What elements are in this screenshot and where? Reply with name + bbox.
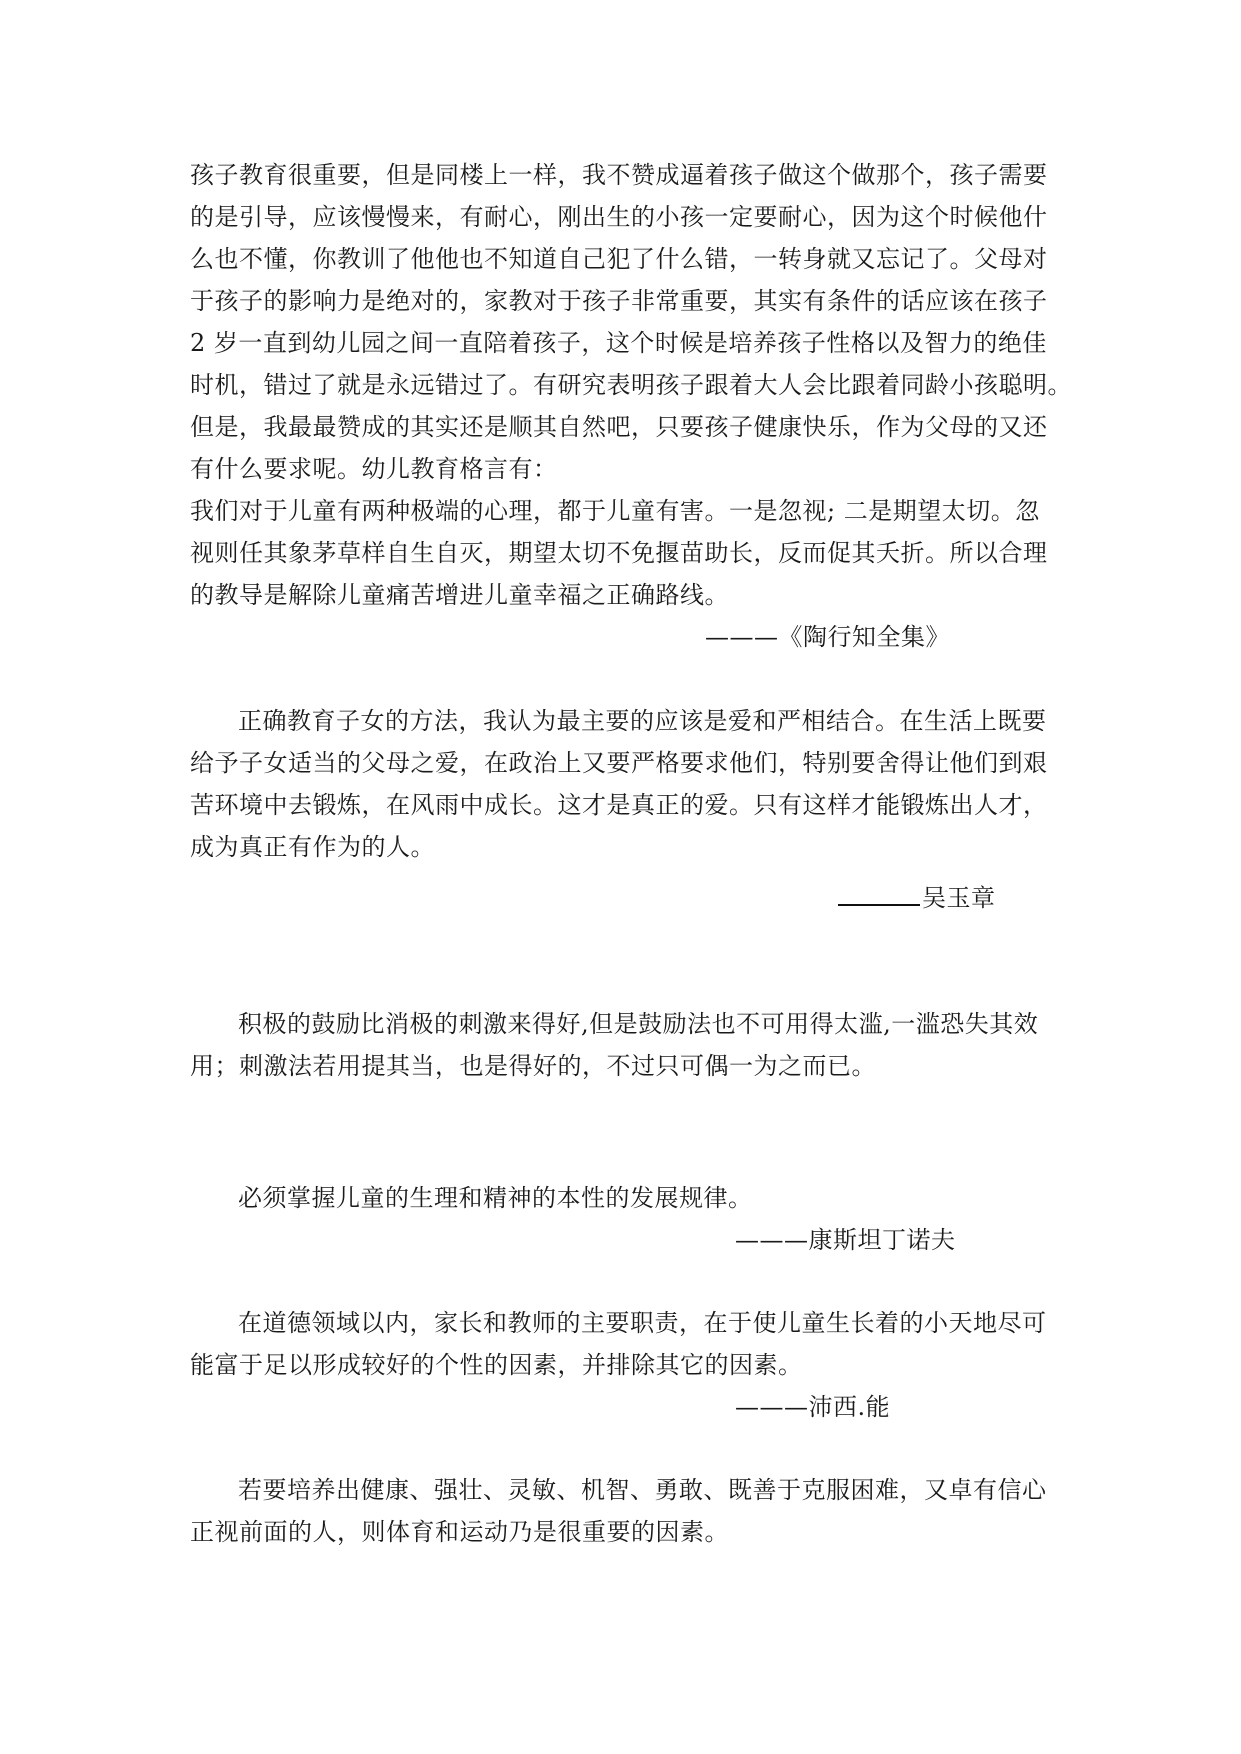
text-line: 积极的鼓励比消极的刺激来得好,但是鼓励法也不可用得太滥,一滥恐失其效 — [238, 1010, 1039, 1038]
quote-line: 的教导是解除儿童痛苦增进儿童幸福之正确路线。 — [190, 581, 729, 609]
text-line: 用；刺激法若用提其当，也是得好的，不过只可偶一为之而已。 — [190, 1052, 876, 1080]
quote-source: ———康斯坦丁诺夫 — [735, 1226, 956, 1254]
text-line: 给予子女适当的父母之爱，在政治上又要严格要求他们，特别要舍得让他们到艰 — [190, 749, 1048, 777]
text-line: 孩子教育很重要，但是同楼上一样，我不赞成逼着孩子做这个做那个，孩子需要 — [190, 161, 1048, 189]
text-line: 能富于足以形成较好的个性的因素，并排除其它的因素。 — [190, 1351, 803, 1379]
quote-source: ———《陶行知全集》 — [705, 623, 950, 651]
text-line: 于孩子的影响力是绝对的，家教对于孩子非常重要，其实有条件的话应该在孩子 — [190, 287, 1048, 315]
text-line: 正确教育子女的方法，我认为最主要的应该是爱和严相结合。在生活上既要 — [238, 707, 1047, 735]
text-line: 的是引导，应该慢慢来，有耐心，刚出生的小孩一定要耐心，因为这个时候他什 — [190, 203, 1048, 231]
author-name: 吴玉章 — [922, 884, 996, 912]
quote-line: 视则任其象茅草样自生自灭，期望太切不免揠苗助长，反而促其夭折。所以合理 — [190, 539, 1048, 567]
text-line: 有什么要求呢。幼儿教育格言有： — [190, 455, 558, 483]
signature-underline — [838, 884, 920, 906]
text-line: 苦环境中去锻炼，在风雨中成长。这才是真正的爱。只有这样才能锻炼出人才， — [190, 791, 1048, 819]
text-line: 但是，我最最赞成的其实还是顺其自然吧，只要孩子健康快乐，作为父母的又还 — [190, 413, 1048, 441]
quote-source: ———沛西.能 — [735, 1393, 891, 1421]
text-line: 成为真正有作为的人。 — [190, 833, 435, 861]
text-line: 正视前面的人，则体育和运动乃是很重要的因素。 — [190, 1518, 729, 1546]
text-line: 必须掌握儿童的生理和精神的本性的发展规律。 — [238, 1184, 753, 1212]
text-line: 在道德领域以内，家长和教师的主要职责，在于使儿童生长着的小天地尽可 — [238, 1309, 1047, 1337]
quote-source — [838, 880, 1058, 916]
quote-line: 我们对于儿童有两种极端的心理，都于儿童有害。一是忽视; 二是期望太切。忽 — [190, 497, 1040, 525]
text-line: 若要培养出健康、强壮、灵敏、机智、勇敢、既善于克服困难，又卓有信心 — [238, 1476, 1047, 1504]
text-line: 么也不懂，你教训了他他也不知道自己犯了什么错，一转身就又忘记了。父母对 — [190, 245, 1048, 273]
text-line: 时机，错过了就是永远错过了。有研究表明孩子跟着大人会比跟着同龄小孩聪明。 — [190, 371, 1072, 399]
text-line: 2 岁一直到幼儿园之间一直陪着孩子，这个时候是培养孩子性格以及智力的绝佳 — [190, 329, 1047, 357]
